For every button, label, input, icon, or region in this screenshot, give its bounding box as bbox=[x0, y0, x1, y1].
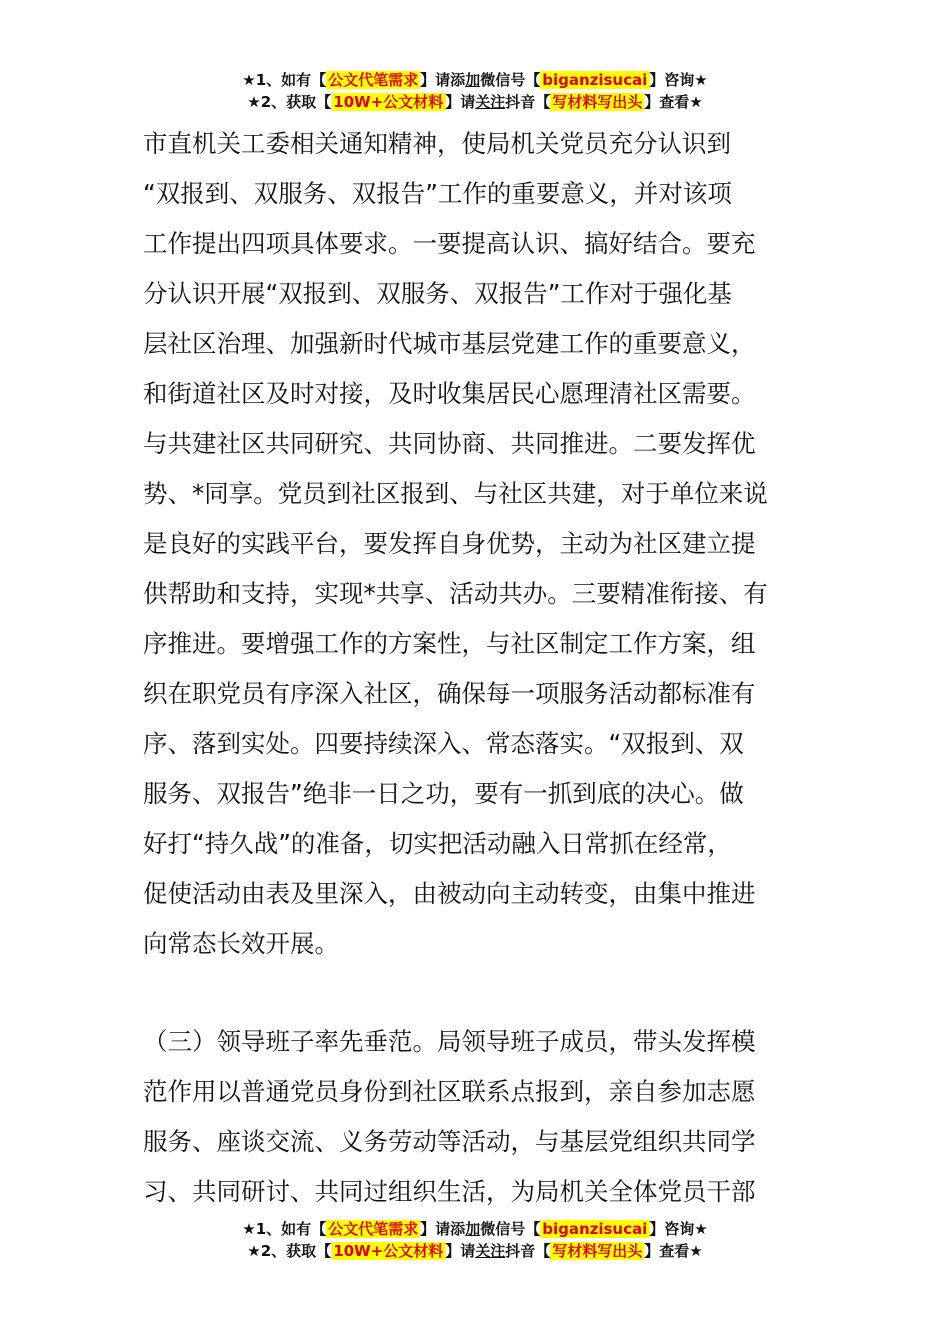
body-line: 序推进。要增强工作的方案性，与社区制定工作方案，组 bbox=[143, 629, 756, 658]
body-line: 市直机关工委相关通知精神，使局机关党员充分认识到 bbox=[143, 129, 731, 158]
body-line: 是良好的实践平台，要发挥自身优势，主动为社区建立提 bbox=[143, 529, 756, 558]
body-line: “双报到、双服务、双报告”工作的重要意义，并对该项 bbox=[143, 179, 732, 208]
body-line: 势、*同享。党员到社区报到、与社区共建，对于单位来说 bbox=[143, 479, 768, 508]
banner-text: 抖音【 bbox=[505, 93, 551, 111]
banner-line-1 bbox=[0, 69, 950, 91]
body-line: 层社区治理、加强新时代城市基层党建工作的重要意义， bbox=[143, 329, 756, 358]
banner-text: 】查看★ bbox=[644, 1242, 703, 1260]
body-line: 促使活动由表及里深入，由被动向主动转变，由集中推进 bbox=[143, 879, 756, 908]
body-line: 范作用以普通党员身份到社区联系点报到，亲自参加志愿 bbox=[143, 1077, 756, 1106]
body-line: 服务、双报告”绝非一日之功，要有一抓到底的决心。做 bbox=[143, 779, 744, 808]
banner-text: 微信号【 bbox=[480, 1220, 541, 1238]
banner-text: 抖音【 bbox=[505, 1242, 551, 1260]
banner-text: ★2、获取【 bbox=[247, 1242, 332, 1260]
body-line: 序、落到实处。四要持续深入、常态落实。“双报到、双 bbox=[143, 729, 744, 758]
body-line: 服务、座谈交流、义务劳动等活动，与基层党组织共同学 bbox=[143, 1127, 756, 1156]
body-line: 分认识开展“双报到、双服务、双报告”工作对于强化基 bbox=[143, 279, 732, 308]
section-heading-line: （三）领导班子率先垂范。局领导班子成员，带头发挥模 bbox=[143, 1027, 756, 1056]
banner-underlined-text: 加 bbox=[465, 1220, 481, 1238]
body-line: 习、共同研讨、共同过组织生活，为局机关全体党员干部 bbox=[143, 1177, 756, 1206]
body-line: 织在职党员有序深入社区，确保每一项服务活动都标准有 bbox=[143, 679, 756, 708]
highlight-service: 公文代笔需求 bbox=[328, 1220, 419, 1238]
body-line: 供帮助和支持，实现*共享、活动共办。三要精准衔接、有 bbox=[143, 579, 768, 608]
body-line: 向常态长效开展。 bbox=[143, 929, 339, 958]
banner-line-1 bbox=[0, 1218, 950, 1240]
banner-underlined-text: 关注 bbox=[475, 93, 506, 111]
highlight-douyin-account: 写材料写出头 bbox=[552, 1242, 643, 1260]
banner-text: ★1、如有【 bbox=[242, 71, 327, 89]
body-line: 好打“持久战”的准备，切实把活动融入日常抓在经常， bbox=[143, 829, 732, 858]
banner-text: 】请 bbox=[445, 93, 476, 111]
banner-line-2 bbox=[0, 91, 950, 113]
footer-banner bbox=[0, 1218, 950, 1262]
banner-text: 】请 bbox=[445, 1242, 476, 1260]
body-line: 工作提出四项具体要求。一要提高认识、搞好结合。要充 bbox=[143, 229, 756, 258]
highlight-materials: 10W+公文材料 bbox=[333, 1242, 444, 1260]
header-banner bbox=[0, 69, 950, 113]
highlight-douyin-account: 写材料写出头 bbox=[552, 93, 643, 111]
banner-text: 微信号【 bbox=[480, 71, 541, 89]
banner-text: 】咨询★ bbox=[649, 1220, 708, 1238]
highlight-service: 公文代笔需求 bbox=[328, 71, 419, 89]
banner-text: ★2、获取【 bbox=[247, 93, 332, 111]
highlight-materials: 10W+公文材料 bbox=[333, 93, 444, 111]
body-line: 与共建社区共同研究、共同协商、共同推进。二要发挥优 bbox=[143, 429, 756, 458]
banner-text: 】咨询★ bbox=[649, 71, 708, 89]
body-line: 和街道社区及时对接，及时收集居民心愿理清社区需要。 bbox=[143, 379, 756, 408]
banner-text: ★1、如有【 bbox=[242, 1220, 327, 1238]
banner-underlined-text: 加 bbox=[465, 71, 481, 89]
banner-underlined-text: 关注 bbox=[475, 1242, 506, 1260]
banner-text: 】请添 bbox=[420, 71, 466, 89]
banner-line-2 bbox=[0, 1240, 950, 1262]
banner-text: 】查看★ bbox=[644, 93, 703, 111]
highlight-wechat-id: biganzisucai bbox=[542, 71, 648, 89]
highlight-wechat-id: biganzisucai bbox=[542, 1220, 648, 1238]
banner-text: 】请添 bbox=[420, 1220, 466, 1238]
